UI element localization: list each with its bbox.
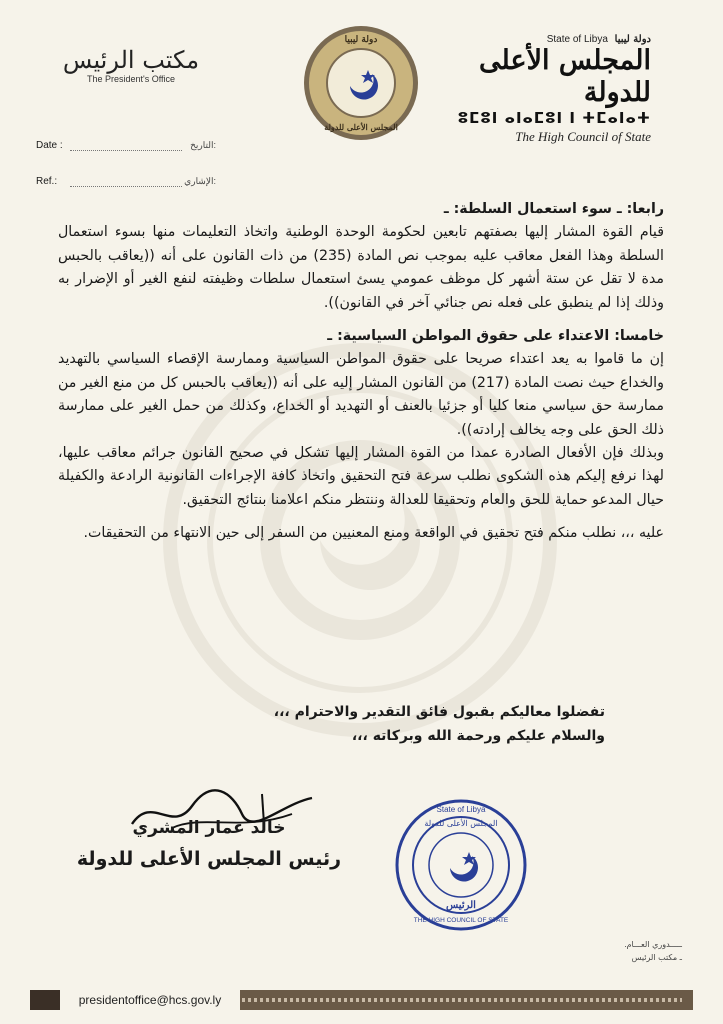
council-seal-top (302, 24, 420, 142)
letter-body (58, 198, 664, 546)
footer-email[interactable]: presidentoffice@hcs.gov.ly (60, 990, 240, 1010)
office-name-english: The President's Office (86, 74, 176, 84)
footer-bar-pattern (242, 998, 682, 1002)
seal-top-bottom-text: المجلس الأعلى للدولة (324, 122, 398, 132)
ref-label-arabic: الإشاري: (184, 176, 216, 186)
seal-top-text: دولة ليبيا (344, 35, 378, 45)
request-paragraph: عليه ،،، نطلب منكم فتح تحقيق في الواقعة ومنع المعنيين من السفر إلى حين الانتهاء من التحقيقات. (83, 525, 664, 542)
org-name-tifinagh: ⵓⵎⵓⵏ ⴰⵏⴰⵎⵓⵏ ⵏ ⵜⵎⴰⵏⴰⵜ (457, 109, 651, 127)
distribution-note-2: ـ مكتب الرئيس (631, 953, 682, 962)
section-4-heading: رابعا: ـ سوء استعمال السلطة: ـ (443, 201, 664, 217)
ref-label: Ref.: (36, 176, 58, 187)
date-label: Date : (36, 140, 63, 151)
section-5-heading: خامسا: الاعتداء على حقوق المواطن السياسية: ـ (327, 328, 664, 345)
org-name-arabic: المجلس الأعلى للدولة (479, 45, 651, 108)
date-label-arabic: التاريخ: (190, 140, 216, 150)
ref-field (36, 176, 216, 190)
office-name-arabic: مكتب الرئيس (62, 46, 200, 74)
stamp-bottom-text: THE HIGH COUNCIL OF STATE (413, 917, 509, 924)
signatory-name: خالد عمار المشري (132, 818, 286, 838)
president-stamp (394, 798, 528, 932)
closing-lines (274, 700, 605, 748)
distribution-note-1: ـــــدوري العـــام. (624, 940, 682, 949)
closing-line-1: تفضلوا معاليكم بقبول فائق التقدير والاحترام ،،، (273, 704, 605, 720)
signatory-title: رئيس المجلس الأعلى للدولة (76, 848, 342, 870)
footer-bar-cap (30, 990, 60, 1010)
signatory-block (64, 818, 354, 870)
section-5-paragraph-2: وبذلك فإن الأفعال الصادرة عمدا من القوة المشار إليها تشكل في صحيح القانون جرائم معاقب عليها، لهذا نرفع إليكم هذه الشكوى نطلب سرعة فتح التحقيق واتخاذ كافة الإجراءات القانونية الرادعة والكفيلة حيال المدعو حماية للحق والعام وتحقيقا للعدالة وننتظر منكم اعلامنا بنتائج التحقيق. (58, 445, 664, 508)
section-4-paragraph: قيام القوة المشار إليها بصفتهم تابعين لحكومة الوحدة الوطنية واتخاذ التعليمات منها بسوء استعمال السلطة وهذا الفعل معاقب عليه بموجب نص المادة (235) من ذات القانون على أنه ((يعاقب بالحبس مدة لا تقل عن ستة أشهر كل موظف عمومي يسئ استعمال سلطات وظيفته لنفع الغير أو الإضرار به وذلك إذا لم ينطبق على فعله نص جنائي آخر في القانون)). (58, 224, 664, 311)
footer-bar (30, 990, 693, 1010)
organization-header (411, 34, 651, 145)
ref-line (70, 186, 182, 187)
closing-line-2: والسلام عليكم ورحمة الله وبركاته ،،، (351, 728, 605, 744)
presidents-office-header (56, 46, 206, 84)
date-line (70, 150, 182, 151)
distribution-notes (594, 938, 682, 964)
stamp-ring-text: المجلس الأعلى للدولة (424, 819, 498, 828)
stamp-top-text: State of Libya (436, 805, 486, 814)
state-of-libya-label: State of Libya دولة ليبيا (546, 34, 651, 45)
org-name-english: The High Council of State (515, 129, 651, 144)
section-5-paragraph-1: إن ما قاموا به يعد اعتداء صريحا على حقوق المواطن السياسية وممارسة الإقصاء السياسي بالتهديد والخداع حيث نصت المادة (217) من القانون المشار إليه على أنه ((يعاقب بالحبس كل من منع الغير من ممارسة حق سياسي منعا كليا أو جزئيا بالعنف أو التهديد أو الخداع، وكذلك من حمل الغير على ممارسة ذلك الحق على وجه يخالف إرادته)). (58, 351, 664, 438)
stamp-center-text: الرئيس (446, 900, 476, 911)
date-field (36, 140, 216, 154)
